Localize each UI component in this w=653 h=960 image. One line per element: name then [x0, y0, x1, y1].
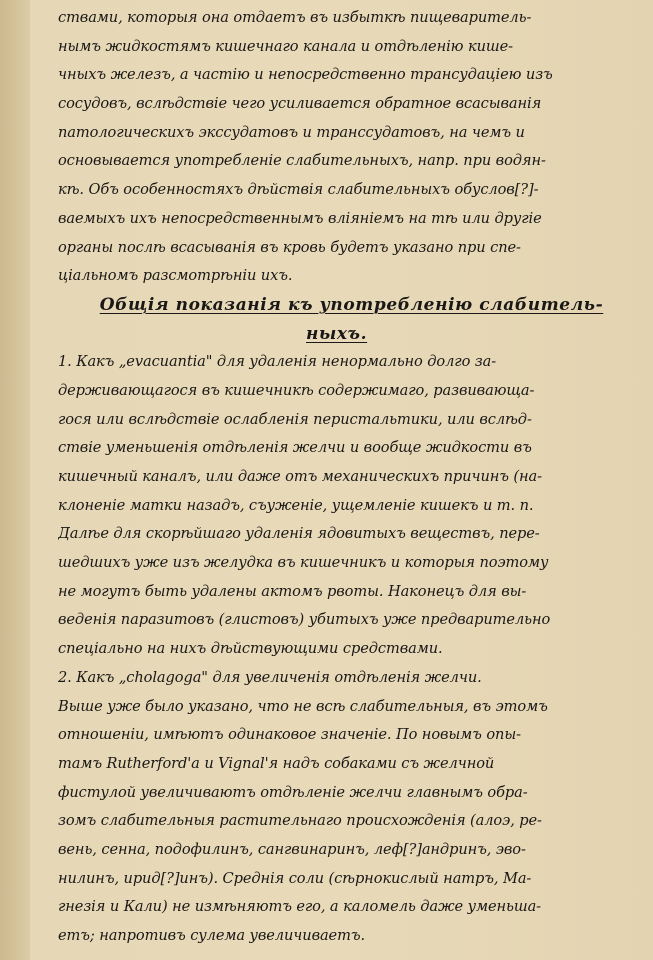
text-line: 2. Какъ „cholagoga" для увеличенія отдѣленія желчи.: [58, 668, 482, 686]
text-line: кишечный каналъ, или даже отъ механическихъ причинъ (на-: [58, 468, 542, 485]
text-line: веденія паразитовъ (глистовъ) убитыхъ уже предварительно: [58, 611, 551, 629]
text-line: кѣ. Объ особенностяхъ дѣйствія слабительныхъ обуслов[?]-: [58, 181, 539, 199]
section-heading: Общія показанія къ употребленію слабитель-: [99, 294, 604, 315]
binding-margin: [0, 0, 30, 960]
text-line: гнезія и Кали) не измѣняютъ его, а каломель даже уменьша-: [58, 898, 542, 916]
text-line: зомъ слабительныя растительнаго происхожденія (алоэ, ре-: [58, 812, 542, 830]
text-line: ствами, которыя она отдаетъ въ избыткѣ пищеваритель-: [58, 9, 532, 26]
text-line: отношеніи, имѣютъ одинаковое значеніе. По новымъ опы-: [58, 726, 521, 744]
text-line: патологическихъ экссудатовъ и транссудатовъ, на чемъ и: [58, 123, 525, 141]
text-line: 1. Какъ „evacuantia" для удаленія ненормально долго за-: [58, 353, 497, 371]
text-line: чныхъ железъ, а частію и непосредственно трансудаціею изъ: [58, 66, 553, 84]
text-line: вень, сенна, подофилинъ, сангвинаринъ, леф[?]андринъ, эво-: [58, 840, 526, 858]
text-line: тамъ Rutherford'а и Vignal'я надъ собаками съ желчной: [58, 754, 495, 772]
text-line: етъ; напротивъ сулема увеличиваетъ.: [58, 927, 366, 944]
text-line: ваемыхъ ихъ непосредственнымъ вліяніемъ на тѣ или другіе: [58, 209, 542, 227]
text-line: Выше уже было указано, что не всѣ слабительныя, въ этомъ: [58, 697, 548, 715]
text-line: ціальномъ разсмотрѣніи ихъ.: [58, 267, 293, 285]
text-line: нилинъ, ирид[?]инъ). Среднія соли (сѣрнокислый натръ, Ма-: [58, 869, 532, 887]
text-line: спеціально на нихъ дѣйствующими средствами.: [58, 640, 443, 658]
text-line: держивающагося въ кишечникѣ содержимаго, развивающа-: [58, 381, 535, 399]
text-line: клоненіе матки назадъ, съуженіе, ущемленіе кишекъ и т. п.: [58, 496, 534, 514]
text-line: фистулой увеличиваютъ отдѣленіе желчи главнымъ обра-: [58, 783, 528, 801]
text-line: сосудовъ, вслѣдствіе чего усиливается обратное всасыванія: [58, 95, 542, 113]
text-line: Далѣе для скорѣйшаго удаленія ядовитыхъ веществъ, пере-: [58, 525, 540, 543]
text-line: основывается употребленіе слабительныхъ, напр. при водян-: [58, 152, 546, 170]
section-heading-continued: ныхъ.: [306, 323, 368, 344]
text-line: органы послѣ всасыванія въ кровь будетъ указано при спе-: [58, 238, 521, 256]
text-line: не могутъ быть удалены актомъ рвоты. Наконецъ для вы-: [58, 582, 527, 600]
text-line: нымъ жидкостямъ кишечнаго канала и отдѣленію кише-: [58, 37, 513, 55]
text-line: ствіе уменьшенія отдѣленія желчи и вообще жидкости въ: [58, 439, 532, 457]
text-line: гося или вслѣдствіе ослабленія перистальтики, или вслѣд-: [58, 410, 532, 428]
text-line: шедшихъ уже изъ желудка въ кишечникъ и которыя поэтому: [58, 554, 549, 572]
